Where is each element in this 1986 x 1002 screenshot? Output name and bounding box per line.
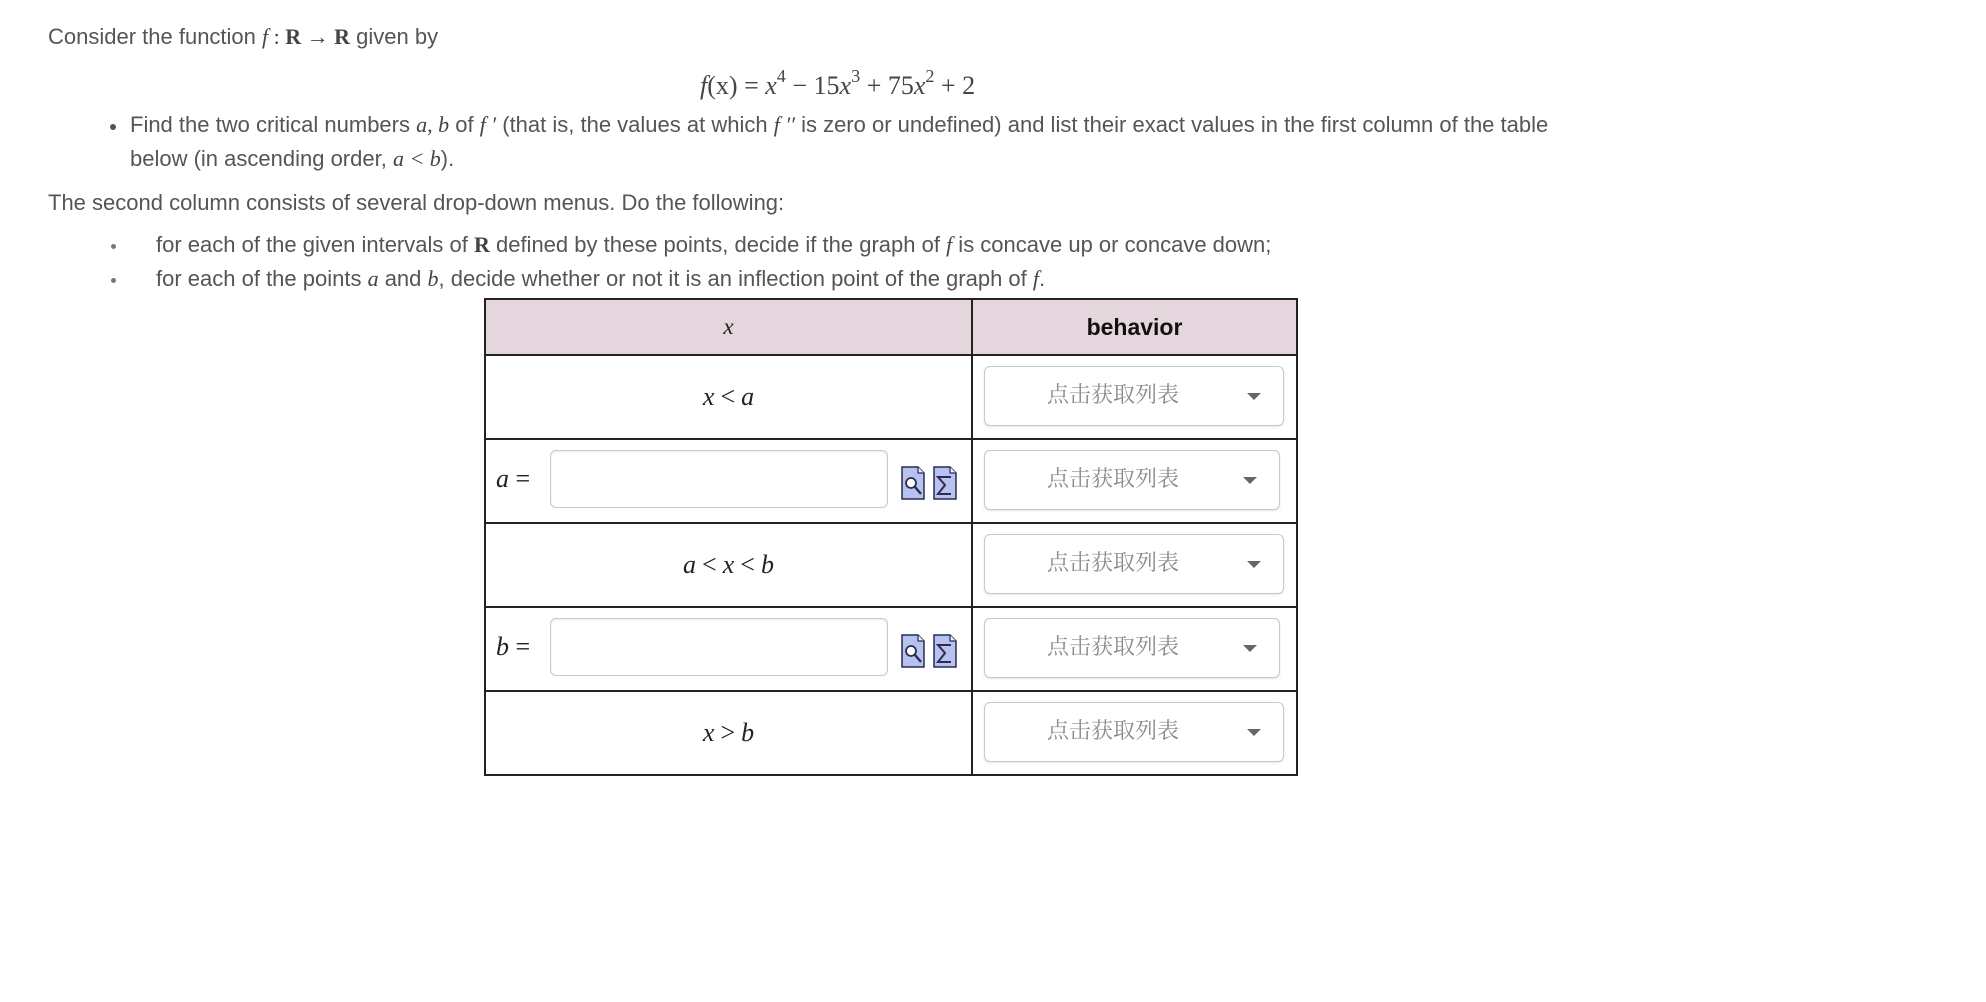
interval-x-greater-b: x > b bbox=[485, 691, 972, 775]
table-row bbox=[485, 691, 1297, 775]
table-header-row bbox=[485, 299, 1297, 355]
table-row bbox=[485, 355, 1297, 439]
chevron-down-icon bbox=[1243, 645, 1257, 652]
chevron-down-icon bbox=[1247, 729, 1261, 736]
equation-editor-icon[interactable] bbox=[932, 634, 958, 668]
chevron-down-icon bbox=[1247, 393, 1261, 400]
preview-equation-icon[interactable] bbox=[900, 466, 926, 500]
critical-numbers-instruction-cont: below (in ascending order, a < b). bbox=[130, 146, 455, 171]
behavior-dropdown-interval-1[interactable]: 点击获取列表 bbox=[984, 366, 1284, 426]
answer-table bbox=[484, 298, 1298, 776]
a-label: a = bbox=[496, 464, 531, 493]
preview-equation-icon[interactable] bbox=[900, 634, 926, 668]
bullet-dot bbox=[110, 124, 116, 130]
behavior-dropdown-interval-3[interactable]: 点击获取列表 bbox=[984, 702, 1284, 762]
interval-x-less-a: x < a bbox=[485, 355, 972, 439]
table-row bbox=[485, 439, 1297, 523]
concavity-instruction: for each of the given intervals of R defined by these points, decide if the graph of f is concave up or concave down; bbox=[156, 232, 1272, 257]
intro-line: Consider the function f : R → R given by bbox=[48, 24, 439, 49]
chevron-down-icon bbox=[1243, 477, 1257, 484]
column-header-x: x bbox=[485, 299, 972, 355]
table-row bbox=[485, 607, 1297, 691]
behavior-dropdown-point-a[interactable]: 点击获取列表 bbox=[984, 450, 1280, 510]
interval-a-less-x-less-b: a < x < b bbox=[485, 523, 972, 607]
table-row bbox=[485, 523, 1297, 607]
inflection-instruction: for each of the points a and b, decide whether or not it is an inflection point of the graph of f. bbox=[156, 266, 1046, 291]
second-column-description: The second column consists of several drop-down menus. Do the following: bbox=[48, 190, 785, 215]
critical-numbers-instruction: Find the two critical numbers a, b of f ′ (that is, the values at which f ′′ is zero or undefined) and list their exact values in the first column of the table bbox=[130, 112, 1549, 137]
a-value-input[interactable] bbox=[550, 450, 888, 508]
b-value-input[interactable] bbox=[550, 618, 888, 676]
function-equation: $f(x) = x^4 - 15x^3 + 75x^2 + 2$ bbox=[700, 66, 976, 100]
equation-editor-icon[interactable] bbox=[932, 466, 958, 500]
bullet-dot bbox=[111, 278, 116, 283]
bullet-dot bbox=[111, 244, 116, 249]
chevron-down-icon bbox=[1247, 561, 1261, 568]
column-header-behavior: behavior bbox=[972, 299, 1297, 355]
b-label: b = bbox=[496, 632, 531, 661]
behavior-dropdown-interval-2[interactable]: 点击获取列表 bbox=[984, 534, 1284, 594]
behavior-dropdown-point-b[interactable]: 点击获取列表 bbox=[984, 618, 1280, 678]
